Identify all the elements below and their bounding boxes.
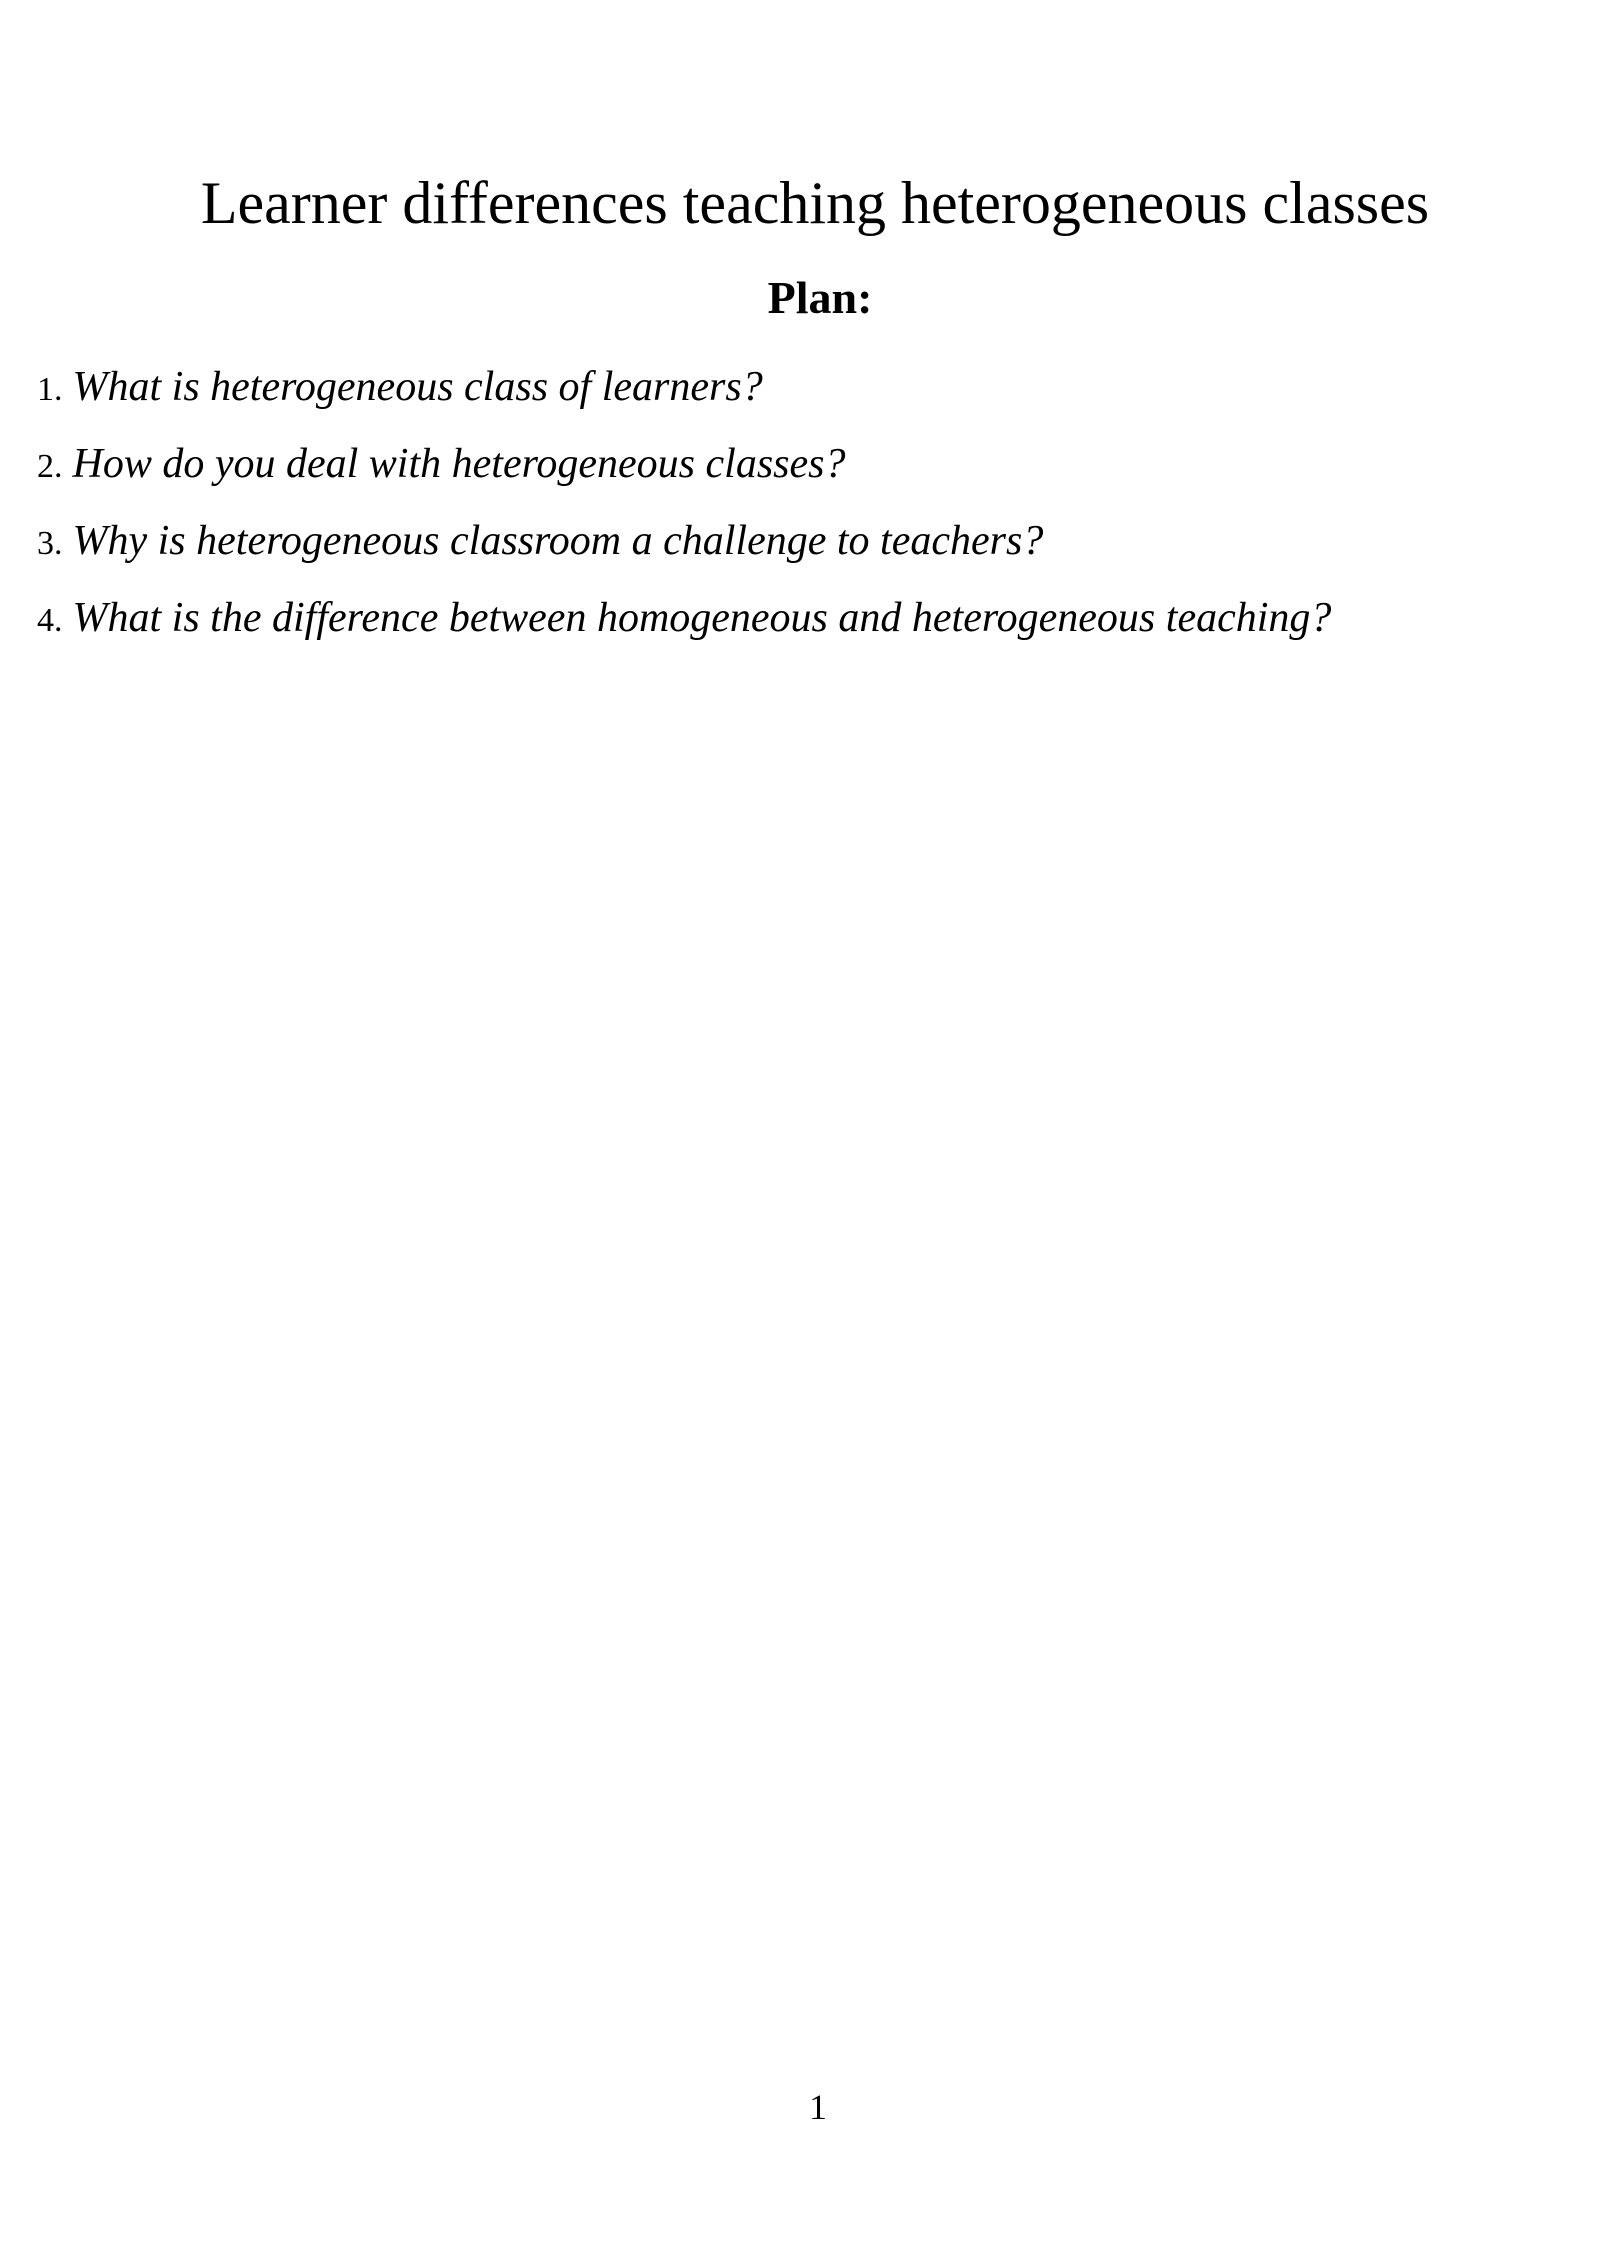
plan-item-text: What is the difference between homogeneous and heterogeneous teaching? [72, 595, 1332, 641]
plan-heading: Plan: [767, 272, 873, 323]
plan-item-number: 1. [37, 371, 63, 408]
document-title: Learner differences teaching heterogeneous classes [200, 170, 1430, 236]
plan-item-3 [37, 504, 1331, 581]
plan-item-4 [37, 581, 1331, 658]
plan-item-text: What is heterogeneous class of learners? [72, 364, 763, 410]
page-number: 1 [809, 2087, 827, 2127]
plan-item-number: 3. [37, 525, 63, 562]
plan-item-text: How do you deal with heterogeneous classes? [72, 441, 846, 487]
plan-item-2 [37, 427, 1331, 504]
plan-item-1 [37, 350, 1331, 427]
plan-item-number: 4. [37, 602, 63, 639]
plan-list [37, 350, 1331, 658]
plan-item-number: 2. [37, 448, 63, 485]
plan-item-text: Why is heterogeneous classroom a challenge to teachers? [72, 518, 1044, 564]
